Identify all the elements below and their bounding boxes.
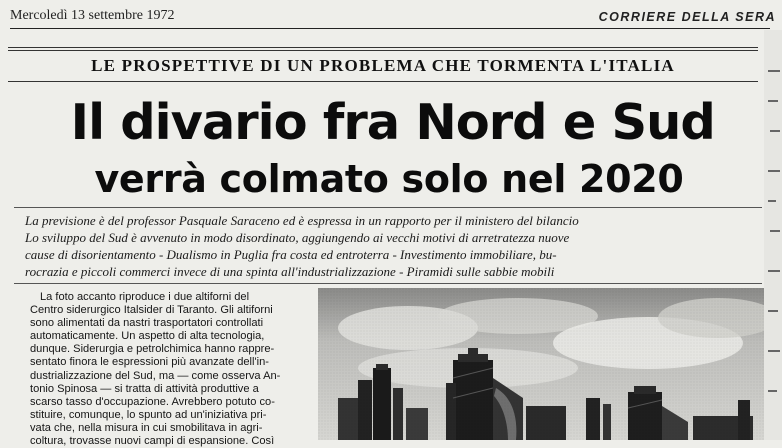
headline-line-1: Il divario fra Nord e Sud — [70, 94, 715, 151]
deck-line: rocrazia e piccoli commerci invece di una spinta all'industrializzazione - Piramidi sulle sabbie mobili — [25, 264, 555, 279]
body-line: vata che, nella misura in cui smobilitava in agri- — [30, 421, 263, 434]
adjacent-column-edge — [764, 30, 782, 440]
blast-furnace-photo — [318, 288, 768, 440]
body-line: tonio Spinosa — si tratta di attività produttive a — [30, 382, 259, 395]
body-line: sono alimentati da nastri trasportatori controllati — [30, 317, 264, 330]
body-line: Centro siderurgico Italsider di Taranto. Gli altiforni — [30, 304, 273, 317]
body-line: coltura, trovasse nuovi campi di espansione. Così — [30, 435, 275, 448]
body-line: dunque. Siderurgia e petrolchimica hanno rappre- — [30, 343, 275, 356]
deck — [25, 212, 760, 280]
body-line: stituire, comunque, lo spunto ad un'iniziativa pri- — [30, 408, 267, 421]
body-line: scarso tasso d'occupazione. Avrebbero potuto co- — [30, 395, 275, 408]
body-line: La foto accanto riproduce i due altiforni del — [40, 291, 250, 303]
kicker-top-rule — [8, 47, 758, 48]
photo-image — [318, 288, 768, 440]
article-body — [30, 291, 308, 448]
divider — [14, 207, 762, 208]
deck-line: Lo sviluppo del Sud è avvenuto in modo disordinato, aggiungendo ai vecchi motivi di arretratezza nuove — [25, 230, 570, 245]
body-line: sentato finora le espressioni più avanzate dell'in- — [30, 356, 269, 369]
headline-line-2: verrà colmato solo nel 2020 — [94, 157, 684, 201]
newspaper-name: CORRIERE DELLA SERA — [598, 10, 776, 24]
kicker: LE PROSPETTIVE DI UN PROBLEMA CHE TORMENTA L'ITALIA — [8, 50, 758, 82]
deck-line: La previsione è del professor Pasquale Saraceno ed è espressa in un rapporto per il ministero del bilancio — [25, 213, 579, 228]
body-line: automaticamente. Un aspetto di alta tecnologia, — [30, 330, 265, 343]
issue-date: Mercoledì 13 settembre 1972 — [10, 8, 175, 23]
body-line: dustrializzazione del Sud, ma — come osserva An- — [30, 369, 281, 382]
masthead — [10, 6, 776, 29]
divider — [14, 283, 762, 284]
deck-line: cause di disorientamento - Dualismo in Puglia fra costa ed entroterra - Investimento immobiliare, bu- — [25, 247, 557, 262]
